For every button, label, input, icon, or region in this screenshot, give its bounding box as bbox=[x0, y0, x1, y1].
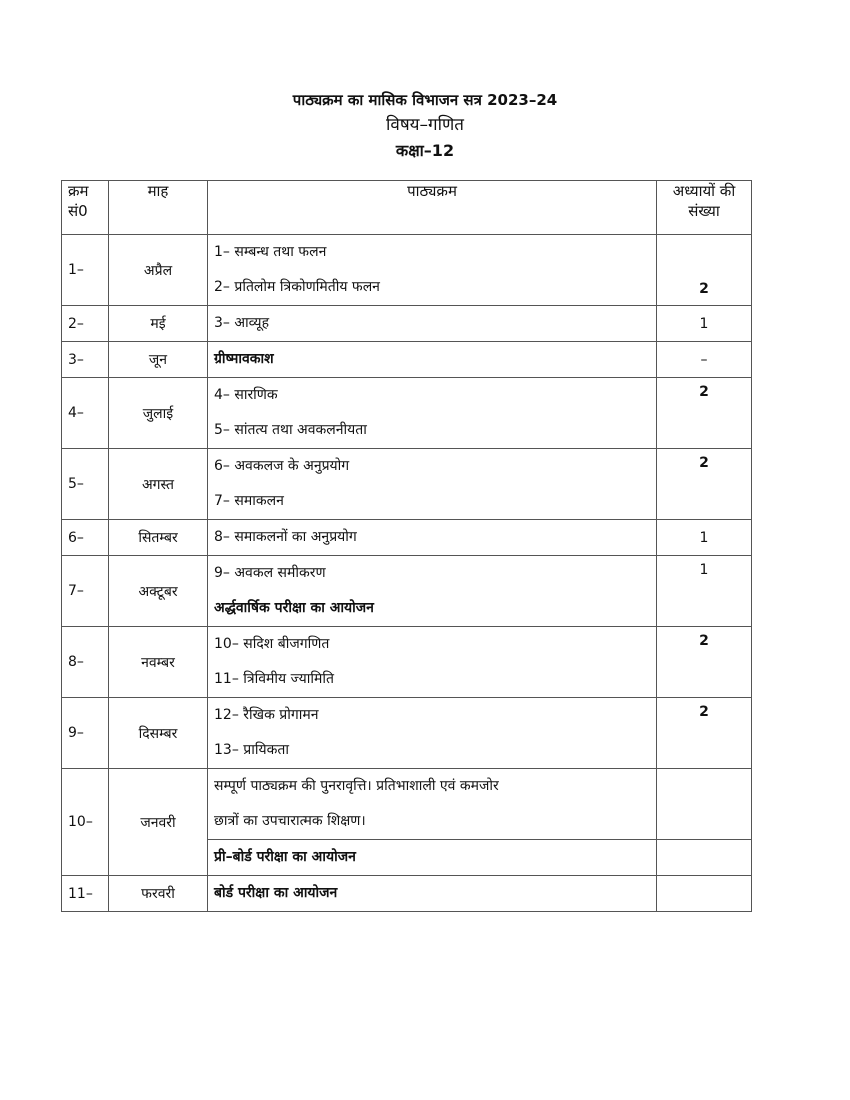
row-serial: 3– bbox=[62, 342, 109, 378]
row-topics bbox=[208, 876, 657, 912]
row-month: जुलाई bbox=[109, 378, 208, 449]
table-row bbox=[62, 556, 752, 627]
row-count bbox=[657, 769, 752, 840]
row-count-empty bbox=[657, 840, 752, 876]
row-topics bbox=[208, 698, 657, 769]
table-row bbox=[62, 698, 752, 769]
row-topics bbox=[208, 342, 657, 378]
table-row bbox=[62, 627, 752, 698]
row-month: मई bbox=[109, 306, 208, 342]
row-topics bbox=[208, 235, 657, 306]
row-count: 1 bbox=[657, 556, 752, 627]
title-class: कक्षा–12 bbox=[395, 141, 455, 160]
header-serial: क्रम सं0 bbox=[62, 181, 109, 235]
topic: 10– सदिश बीजगणित bbox=[214, 636, 330, 652]
table-header-row bbox=[62, 181, 752, 235]
row-serial: 11– bbox=[62, 876, 109, 912]
row-count: 2 bbox=[657, 378, 752, 449]
row-serial: 8– bbox=[62, 627, 109, 698]
row-count: 2 bbox=[657, 627, 752, 698]
topic: 7– समाकलन bbox=[214, 493, 284, 509]
topic: प्री–बोर्ड परीक्षा का आयोजन bbox=[214, 849, 356, 865]
row-count: 2 bbox=[657, 235, 752, 306]
row-serial: 6– bbox=[62, 520, 109, 556]
row-topics bbox=[208, 840, 657, 876]
row-count: 2 bbox=[657, 698, 752, 769]
table-row bbox=[62, 306, 752, 342]
table-row bbox=[62, 876, 752, 912]
topic: 3– आव्यूह bbox=[214, 315, 270, 331]
topic: 8– समाकलनों का अनुप्रयोग bbox=[214, 529, 357, 545]
syllabus-table bbox=[61, 180, 752, 912]
row-month: फरवरी bbox=[109, 876, 208, 912]
row-count: 2 bbox=[657, 449, 752, 520]
topic: 13– प्रायिकता bbox=[214, 742, 289, 758]
row-topics bbox=[208, 769, 657, 840]
row-topics bbox=[208, 449, 657, 520]
title-session: पाठ्यक्रम का मासिक विभाजन सत्र 2023–24 bbox=[292, 91, 558, 109]
row-month: दिसम्बर bbox=[109, 698, 208, 769]
table-row bbox=[62, 769, 752, 840]
table-row bbox=[62, 520, 752, 556]
row-serial: 1– bbox=[62, 235, 109, 306]
row-month: अक्टूबर bbox=[109, 556, 208, 627]
topic: 12– रैखिक प्रोगामन bbox=[214, 707, 319, 723]
topic: छात्रों का उपचारात्मक शिक्षण। bbox=[214, 813, 366, 829]
topic: 2– प्रतिलोम त्रिकोणमितीय फलन bbox=[214, 279, 380, 295]
topic: अर्द्धवार्षिक परीक्षा का आयोजन bbox=[214, 600, 374, 616]
topic: बोर्ड परीक्षा का आयोजन bbox=[214, 885, 338, 901]
row-topics bbox=[208, 556, 657, 627]
row-count: 1 bbox=[657, 520, 752, 556]
row-month: अगस्त bbox=[109, 449, 208, 520]
row-topics bbox=[208, 378, 657, 449]
row-month: जनवरी bbox=[109, 769, 208, 876]
row-serial: 7– bbox=[62, 556, 109, 627]
row-count: – bbox=[657, 342, 752, 378]
topic: ग्रीष्मावकाश bbox=[214, 351, 274, 367]
table-row bbox=[62, 342, 752, 378]
table-row bbox=[62, 378, 752, 449]
row-topics bbox=[208, 306, 657, 342]
topic: 5– सांतत्य तथा अवकलनीयता bbox=[214, 422, 367, 438]
row-month: नवम्बर bbox=[109, 627, 208, 698]
topic: सम्पूर्ण पाठ्यक्रम की पुनरावृत्ति। प्रतिभाशाली एवं कमजोर bbox=[214, 778, 499, 794]
row-month: सितम्बर bbox=[109, 520, 208, 556]
row-month: अप्रैल bbox=[109, 235, 208, 306]
row-serial: 10– bbox=[62, 769, 109, 876]
document-title bbox=[0, 88, 850, 164]
topic: 9– अवकल समीकरण bbox=[214, 565, 326, 581]
topic: 11– त्रिविमीय ज्यामिति bbox=[214, 671, 334, 687]
title-subject: विषय–गणित bbox=[386, 115, 464, 135]
row-topics bbox=[208, 627, 657, 698]
row-serial: 9– bbox=[62, 698, 109, 769]
header-chapters: अध्यायों की संख्या bbox=[657, 181, 752, 235]
header-month: माह bbox=[109, 181, 208, 235]
table-row bbox=[62, 235, 752, 306]
row-serial: 4– bbox=[62, 378, 109, 449]
table-row bbox=[62, 449, 752, 520]
row-topics bbox=[208, 520, 657, 556]
row-serial: 5– bbox=[62, 449, 109, 520]
row-count bbox=[657, 876, 752, 912]
row-month: जून bbox=[109, 342, 208, 378]
topic: 1– सम्बन्ध तथा फलन bbox=[214, 244, 327, 260]
topic: 4– सारणिक bbox=[214, 387, 278, 403]
row-count: 1 bbox=[657, 306, 752, 342]
row-serial: 2– bbox=[62, 306, 109, 342]
header-syllabus: पाठ्यक्रम bbox=[208, 181, 657, 235]
topic: 6– अवकलज के अनुप्रयोग bbox=[214, 458, 350, 474]
